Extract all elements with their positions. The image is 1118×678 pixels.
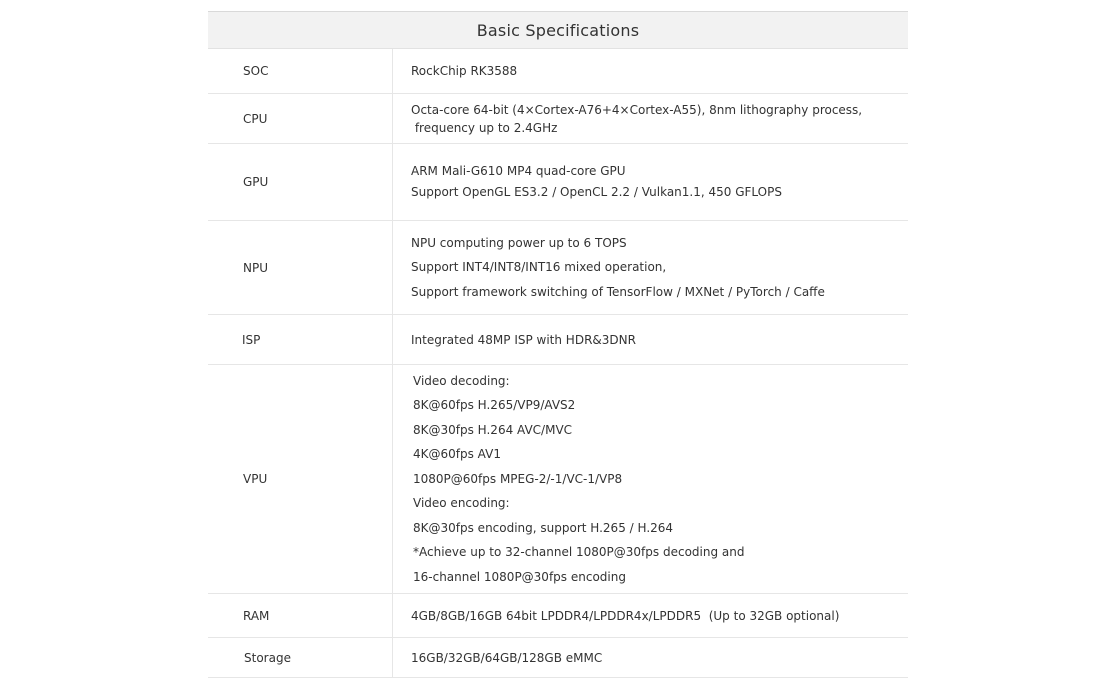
spec-value-line: 8K@30fps H.264 AVC/MVC [413, 422, 573, 437]
spec-label-cpu: CPU [208, 94, 393, 143]
spec-label-npu: NPU [208, 221, 393, 314]
spec-value-line: 16GB/32GB/64GB/128GB eMMC [411, 650, 603, 665]
spec-value-cpu [393, 94, 908, 143]
spec-row-gpu [208, 144, 908, 221]
spec-row-vpu [208, 365, 908, 594]
spec-row-isp [208, 315, 908, 365]
spec-value-line: Integrated 48MP ISP with HDR&3DNR [411, 332, 636, 347]
spec-value-storage [393, 638, 908, 677]
spec-label-storage: Storage [208, 638, 393, 677]
spec-label-soc: SOC [208, 49, 393, 93]
spec-value-line: frequency up to 2.4GHz [411, 120, 558, 135]
spec-value-line: 4K@60fps AV1 [413, 447, 501, 462]
spec-row-ram [208, 594, 908, 638]
spec-label-vpu: VPU [208, 365, 393, 593]
spec-value-line: ARM Mali-G610 MP4 quad-core GPU [411, 164, 626, 178]
spec-value-line: Octa-core 64-bit (4×Cortex-A76+4×Cortex-A55), 8nm lithography process, [411, 102, 863, 117]
spec-value-line: *Achieve up to 32-channel 1080P@30fps decoding and [413, 545, 745, 560]
spec-label-ram: RAM [208, 594, 393, 637]
spec-value-line: RockChip RK3588 [411, 64, 518, 78]
spec-value-line: 8K@30fps encoding, support H.265 / H.264 [413, 520, 674, 535]
spec-value-gpu [393, 144, 908, 220]
table-title: Basic Specifications [208, 12, 908, 49]
spec-row-soc [208, 49, 908, 94]
spec-value-soc [393, 49, 908, 93]
spec-row-storage [208, 638, 908, 678]
spec-value-isp [393, 315, 908, 364]
spec-value-line: Support INT4/INT8/INT16 mixed operation, [411, 260, 667, 275]
spec-value-line: 8K@60fps H.265/VP9/AVS2 [413, 398, 576, 413]
spec-value-line: Video encoding: [413, 496, 510, 511]
spec-value-line: Support framework switching of TensorFlow / MXNet / PyTorch / Caffe [411, 284, 825, 299]
spec-value-npu [393, 221, 908, 314]
basic-specifications-table [208, 11, 908, 678]
spec-value-line: Support OpenGL ES3.2 / OpenCL 2.2 / Vulkan1.1, 450 GFLOPS [411, 185, 782, 199]
spec-value-ram [393, 594, 908, 637]
spec-value-line: NPU computing power up to 6 TOPS [411, 235, 627, 250]
spec-label-gpu: GPU [208, 144, 393, 220]
spec-value-vpu [393, 365, 908, 593]
spec-value-line: 4GB/8GB/16GB 64bit LPDDR4/LPDDR4x/LPDDR5 (Up to 32GB optional) [411, 608, 840, 623]
spec-row-cpu [208, 94, 908, 144]
spec-row-npu [208, 221, 908, 315]
spec-label-isp: ISP [208, 315, 393, 364]
spec-value-line: 1080P@60fps MPEG-2/-1/VC-1/VP8 [413, 471, 623, 486]
spec-value-line: Video decoding: [413, 373, 510, 388]
spec-value-line: 16-channel 1080P@30fps encoding [413, 569, 626, 584]
